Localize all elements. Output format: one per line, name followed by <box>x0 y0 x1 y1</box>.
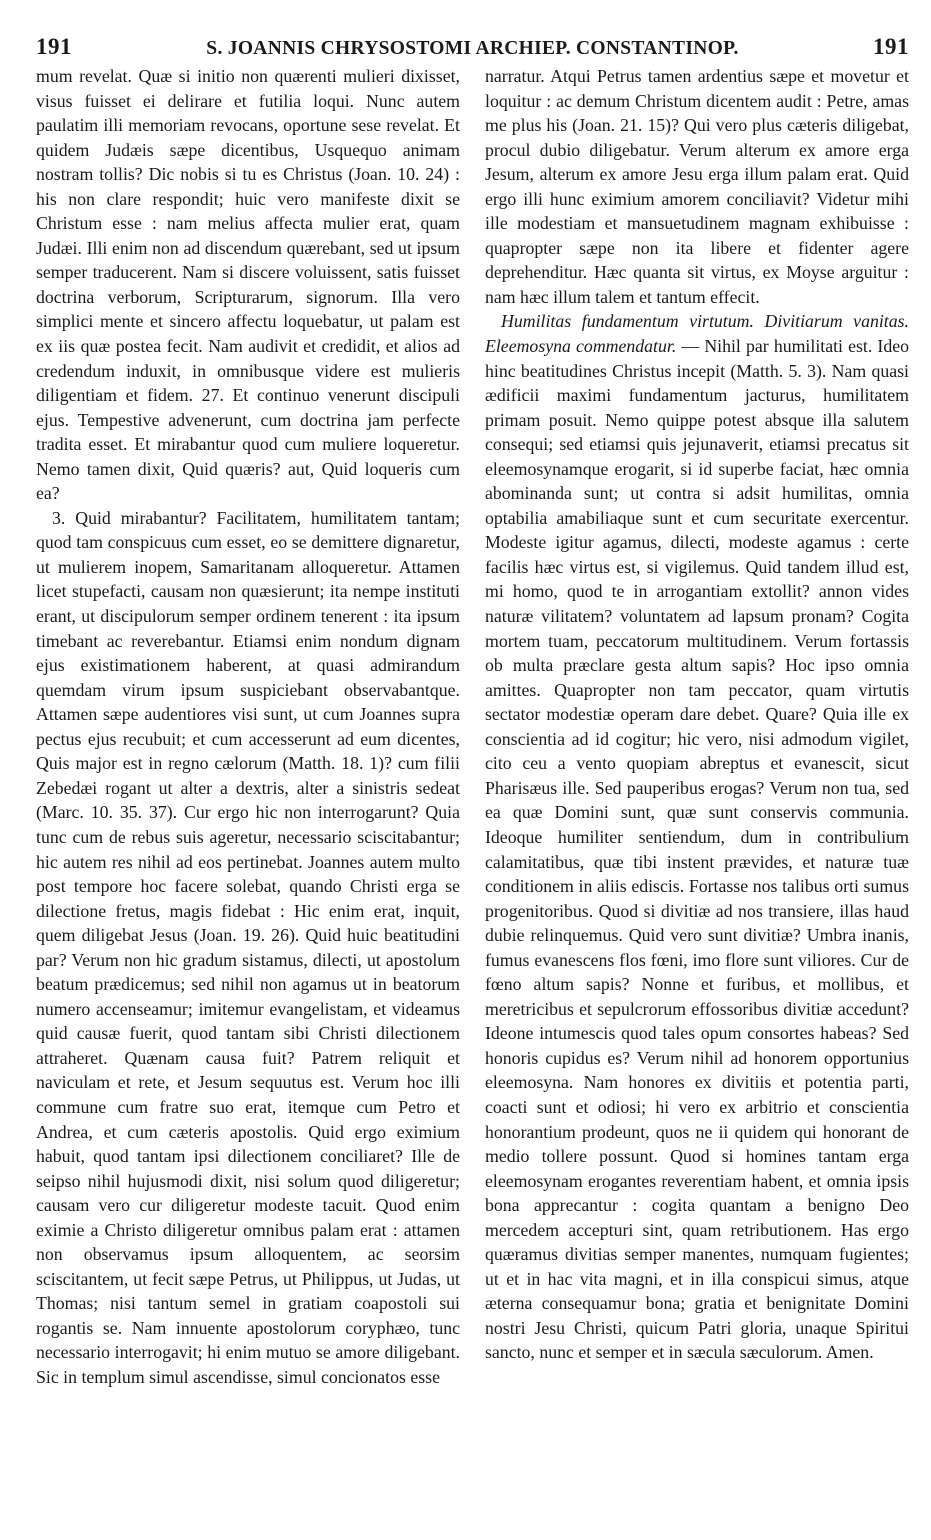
page-number-left: 191 <box>36 34 72 59</box>
paragraph: mum revelat. Quæ si initio non quærenti mulieri dixisset, visus fuisset ei delirare et futilia loqui. Nunc autem paulatim illi memoriam revocans, oportune sese revelat. Et quidem Judæis sæpe dicentibus, Usquequo animam nostram tollis? Dic nobis si tu es Christus (Joan. 10. 24) : his non clare respondit; huic vero manifeste dixit se Christum esse : nam melius affecta mulier erat, quam Judæi. Illi enim non ad discendum quærebant, sed ut ipsum semper traducerent. Nam si discere voluissent, satis fuisset doctrina verborum, Scripturarum, signorum. Illa vero simplici mente et sincero affectu loquebatur, ut palam est ex iis quæ postea fecit. Nam audivit et credidit, et alios ad credendum induxit, in omnibusque videre est mulieris diligentiam et fidem. 27. Et continuo venerunt discipuli ejus. Tempestive advenerunt, cum doctrina jam perfecte tradita esset. Et mirabantur quod cum muliere loqueretur. Nemo tamen dixit, Quid quæris? aut, Quid loqueris cum ea? <box>36 66 460 504</box>
paragraph: narratur. Atqui Petrus tamen ardentius sæpe et movetur et loquitur : ac demum Christum dicentem audit : Petre, amas me plus his (Joan. 21. 15)? Qui vero plus cæteris diligebat, procul dubio diligebatur. Verum alterum ex amore erga Jesum, alterum ex amore Jesu erga illum palam erat. Quid ergo illi hunc eximium amorem conciliavit? Videtur mihi ille modestiam et mansuetudinem magnam exhibuisse : quapropter sæpe non ita libere et fidenter agere deprehenditur. Hæc quanta sit virtus, ex Moyse arguitur : nam hæc illum talem et tantum effecit. <box>485 66 909 307</box>
left-column <box>36 64 460 1390</box>
text-columns <box>36 64 909 1390</box>
paragraph: 3. Quid mirabantur? Facilitatem, humilitatem tantam; quod tam conspicuus cum esset, eo se demittere dignaretur, ut mulierem inopem, Samaritanam alloqueretur. Attamen licet stupefacti, causam non quæsierunt; ita nempe instituti erant, ut discipulorum semper ordinem tenerent : ita ipsum timebant ac reverebantur. Etiamsi enim nondum dignam ejus existimationem haberent, at quasi admirandum quemdam virum ipsum suspiciebant observabantque. Attamen sæpe audentiores visi sunt, ut cum Joannes supra pectus ejus recubuit; et cum accesserunt ad eum dicentes, Quis major est in regno cælorum (Matth. 18. 1)? cum filii Zebedæi rogant ut alter a dextris, alter a sinistris sedeat (Marc. 10. 35. 37). Cur ergo hic non interrogarunt? Quia tunc cum de rebus suis ageretur, necessario sciscitabantur; hic autem res nihil ad eos pertinebat. Joannes autem multo post tempore hoc facere solebat, quando Christi erga se dilectione fretus, magis fidebat : Hic enim erat, inquit, quem diligebat Jesus (Joan. 19. 26). Quid huic beatitudini par? Verum non hic gradum sistamus, dilecti, ut apostolum beatum prædicemus; sed nihil non agamus ut in beatorum numero accenseamur; imitemur evangelistam, et videamus quid causæ fuerit, quod tantam sibi Christi dilectionem attraheret. Quænam causa fuit? Patrem reliquit et naviculam et rete, et Jesum sequutus est. Verum hoc illi commune cum fratre suo erat, itemque cum Petro et Andrea, et cum cæteris apostolis. Quid ergo eximium habuit, quod tantam ipsi dilectionem conciliaret? Ille de seipso nihil hujusmodi dixit, nisi solum quod diligeretur; causam vero cur diligeretur modeste tacuit. Quod enim eximie a Christo diligeretur omnibus palam erat : attamen non observamus ipsum alloquentem, ac seorsim sciscitantem, ut fecit sæpe Petrus, ut Philippus, ut Judas, ut Thomas; nisi tantum semel in gratiam coapostoli sui rogantis se. Nam innuente apostolorum coryphæo, tunc necessario interrogavit; hi enim mutuo se amore diligebant. Sic in templum simul ascendisse, simul concionatos esse <box>36 507 460 1387</box>
paragraph-text: — Nihil par humilitati est. Ideo hinc beatitudines Christus incepit (Matth. 5. 3). Nam quasi ædificii maximi fundamentum jacturus, humilitatem primam posuit. Nemo quippe potest absque illa salutem consequi; sed etiamsi quis jejunaverit, etiamsi precatus sit eleemosynamque erogarit, si id superbe faciat, hæc omnia abominanda sunt; ut contra si adsit humilitas, omnia optabilia amabiliaque sunt et cum securitate exercentur. Modeste igitur agamus, dilecti, modeste agamus : certe facilis hæc virtus est, si vigilemus. Quid tandem illud est, mi homo, quod te in arrogantiam extollit? annon vides naturæ vilitatem? voluntatem ad lapsum pronam? Cogita mortem tuam, peccatorum multitudinem. Verum fortassis ob multa præclare gesta altum sapis? Hoc ipso omnia amittes. Quapropter non tam peccator, quam virtutis sectator modestiæ operam dare debet. Quare? Quia ille ex conscientia ad id cogitur; hic vero, nisi admodum vigilet, cito ceu a vento quopiam abreptus et evanescit, sicut Pharisæus ille. Sed pauperibus erogas? Verum non tua, sed ea quæ Domini sunt, quæ sunt conservis communia. Ideoque humiliter sentiendum, dum in contribulium calamitatibus, quæ tibi instent prævides, et naturæ tuæ conditionem in aliis ediscis. Fortasse nos talibus orti sumus progenitoribus. Quod si divitiæ ad nos transiere, illas haud dubie relinquemus. Quid vero sunt divitiæ? Umbra inanis, fumus evanescens flos fœni, imo flore sunt viliores. Cur de fœno altum sapis? Nonne et furibus, et mollibus, et meretricibus et sepulcrorum effossoribus divitiæ accedunt? Ideone intumescis quod tales opum consortes habeas? Sed honoris cupidus es? Verum nihil ad honorem opportunius eleemosyna. Nam honores ex divitiis et potentia parti, coacti sunt et odiosi; hi vero ex arbitrio et conscientia honorantium prodeunt, quos ne ii quidem qui honorant de medio tollere possunt. Quod si homines tantam erga eleemosynam erogantes reverentiam habent, et omnia ipsis bona apprecantur : cogita quantam a benigno Deo mercedem accepturi sint, quam retributionem. Has ergo quæramus divitias semper manentes, numquam fugientes; ut et in hac vita magni, et in illa conspicui simus, atque æterna consequamur bona; gratia et benignitate Domini nostri Jesu Christi, quicum Patri gloria, unaque Spiritui sancto, nunc et semper et in sæcula sæculorum. Amen. <box>485 336 910 1363</box>
running-header <box>36 34 909 64</box>
section-heading-paragraph <box>485 309 909 1365</box>
page-number-right: 191 <box>873 34 909 59</box>
section-heading: Humilitas fundamentum virtutum. Divitiarum vanitas. Eleemosyna commendatur. <box>485 311 909 357</box>
right-column <box>485 64 909 1390</box>
running-title: S. JOANNIS CHRYSOSTOMI ARCHIEP. CONSTANTINOP. <box>206 38 739 59</box>
